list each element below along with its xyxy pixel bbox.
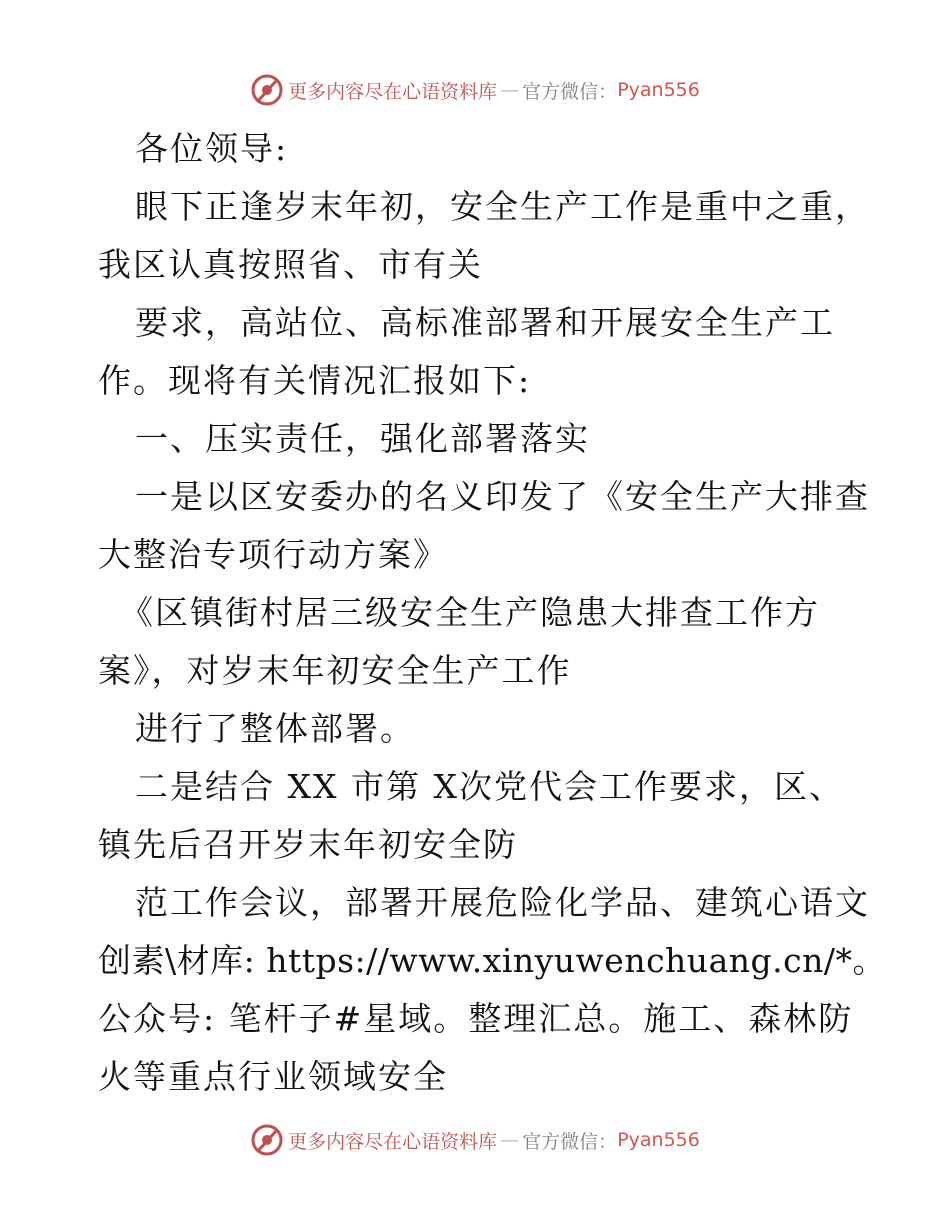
doc-line: 一、压实责任，强化部署落实	[135, 419, 590, 458]
doc-line: 公众号: 笔杆子#星域。整理汇总。施工、森林防	[98, 999, 854, 1038]
header-banner	[0, 70, 950, 110]
doc-line: 范工作会议，部署开展危险化学品、建筑心语文	[135, 883, 870, 922]
doc-line: 一是以区安委办的名义印发了《安全生产大排查	[135, 477, 870, 516]
banner-separator: —	[500, 79, 520, 101]
doc-line: 案》，对岁末年初安全生产工作	[98, 651, 572, 690]
doc-line: 镇先后召开岁末年初安全防	[98, 825, 518, 864]
doc-line: 大整治专项行动方案》	[98, 535, 448, 574]
banner-separator: —	[500, 1129, 520, 1151]
banner-main-text: 更多内容尽在心语资料库	[288, 1130, 498, 1153]
banner-sub-text: 官方微信：	[522, 80, 618, 103]
banner-sub-text: 官方微信：	[522, 1130, 618, 1153]
doc-line: 我区认真按照省、市有关	[98, 245, 483, 284]
banner-wechat-id: Pyan556	[617, 79, 700, 101]
doc-line: 进行了整体部署。	[135, 709, 415, 748]
banner-main-text: 更多内容尽在心语资料库	[288, 80, 498, 103]
doc-line: 作。现将有关情况汇报如下:	[98, 361, 532, 400]
doc-line: 眼下正逢岁末年初，安全生产工作是重中之重，	[135, 187, 870, 226]
document-body	[98, 120, 886, 1106]
brand-logo-icon	[250, 73, 284, 107]
doc-line: 二是结合 XX 市第 X次党代会工作要求，区、	[135, 767, 844, 806]
doc-line: 各位领导:	[135, 129, 289, 168]
doc-line: 创素\材库: https://www.xinyuwenchuang.cn/*。	[98, 941, 886, 980]
doc-line: 《区镇街村居三级安全生产隐患大排查工作方	[120, 593, 820, 632]
brand-logo-icon	[250, 1123, 284, 1157]
doc-line: 要求，高站位、高标准部署和开展安全生产工	[135, 303, 835, 342]
banner-wechat-id: Pyan556	[617, 1129, 700, 1151]
footer-banner	[0, 1120, 950, 1160]
doc-line: 火等重点行业领域安全	[98, 1057, 448, 1096]
